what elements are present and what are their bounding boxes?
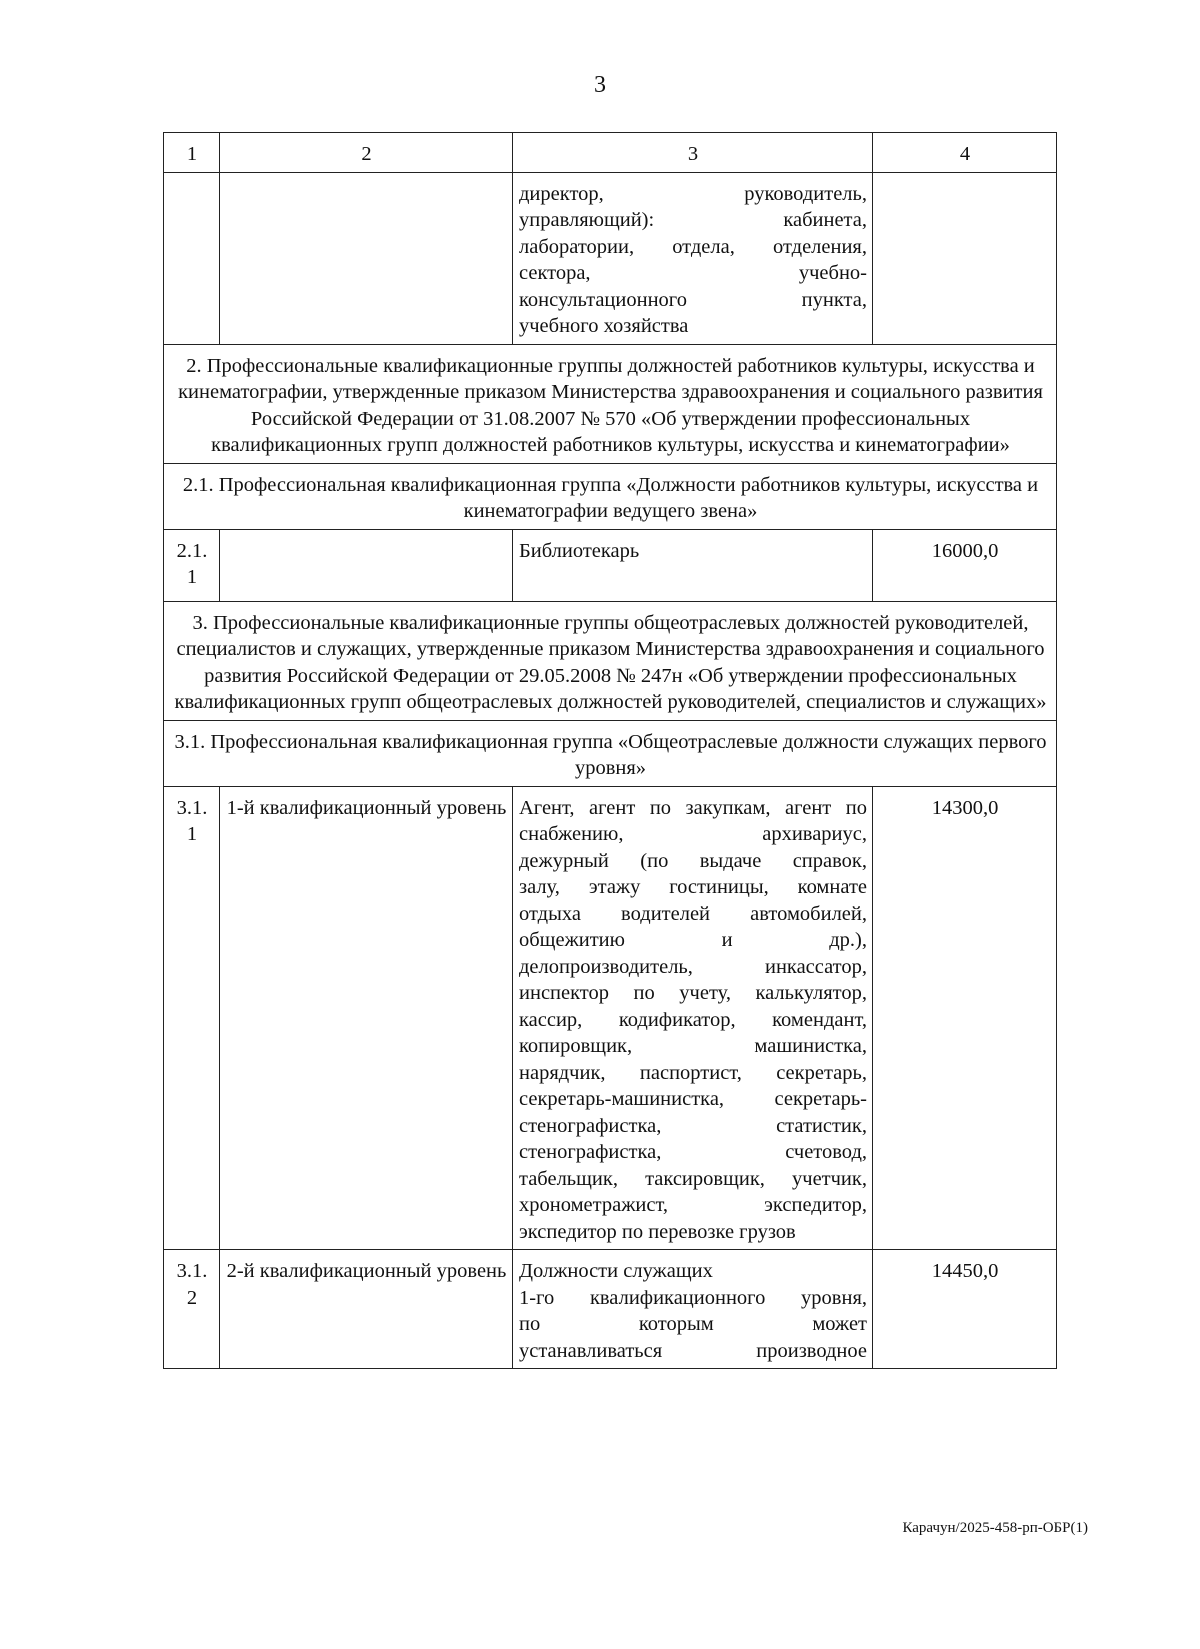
position-line: стенографистка, счетовод,: [519, 1141, 867, 1163]
table-row: [164, 786, 1057, 1250]
position-line: делопроизводитель, инкассатор,: [519, 955, 867, 978]
row-position-cell: [513, 1250, 873, 1369]
row-salary-cell: 16000,0: [873, 529, 1057, 601]
position-line: лаборатории, отдела, отделения,: [519, 235, 867, 258]
position-line: сектора, учебно-: [519, 262, 867, 284]
position-line: инспектор по учету, калькулятор,: [519, 982, 867, 1004]
section-2-1-heading: 2.1. Профессиональная квалификационная группа «Должности работников культуры, искусства и кинематографии ведущего звена»: [164, 463, 1057, 529]
page-number: 3: [594, 72, 606, 98]
position-line: дежурный (по выдаче справок,: [519, 849, 867, 872]
row-level-cell: [220, 172, 513, 344]
header-cell-1: 1: [164, 133, 220, 173]
section-heading-row: [164, 463, 1057, 529]
position-line: Должности служащих: [519, 1260, 713, 1282]
row-num-cell: 3.1. 2: [164, 1250, 220, 1369]
row-num-cell: [164, 172, 220, 344]
table-header-row: [164, 133, 1057, 173]
position-line: хронометражист, экспедитор,: [519, 1194, 867, 1216]
section-2-heading: 2. Профессиональные квалификационные группы должностей работников культуры, искусства и кинематографии, утвержденные приказом Министерства здравоохранения и социального развития Российской Федерации от 31.08.2007 № 570 «Об утверждении профессиональных квалификационных групп должностей работников культуры, искусства и кинематографии»: [164, 344, 1057, 463]
row-position-cell: Библиотекарь: [513, 529, 873, 601]
position-line: кассир, кодификатор, комендант,: [519, 1008, 867, 1031]
row-level-cell: 2-й квалификационный уровень: [220, 1250, 513, 1369]
section-heading-row: [164, 601, 1057, 720]
header-cell-3: 3: [513, 133, 873, 173]
position-line: отдыха водителей автомобилей,: [519, 902, 867, 925]
position-line: секретарь-машинистка, секретарь-: [519, 1088, 867, 1110]
row-level-cell: 1-й квалификационный уровень: [220, 786, 513, 1250]
row-position-cell: [513, 172, 873, 344]
row-level-cell: [220, 529, 513, 601]
position-line: директор, руководитель,: [519, 182, 867, 205]
position-line: экспедитор по перевозке грузов: [519, 1220, 796, 1243]
section-heading-row: [164, 720, 1057, 786]
row-salary-cell: 14300,0: [873, 786, 1057, 1250]
position-line: устанавливаться производное: [519, 1339, 867, 1362]
document-footer-code: Карачун/2025-458-рп-ОБР(1): [902, 1520, 1088, 1536]
position-line: табельщик, таксировщик, учетчик,: [519, 1167, 867, 1190]
section-3-1-heading: 3.1. Профессиональная квалификационная группа «Общеотраслевые должности служащих первого уровня»: [164, 720, 1057, 786]
table-row: [164, 1250, 1057, 1369]
position-line: учебного хозяйства: [519, 315, 689, 337]
table-row: [164, 529, 1057, 601]
position-line: консультационного пункта,: [519, 288, 867, 311]
row-salary-cell: [873, 172, 1057, 344]
table-row: [164, 172, 1057, 344]
positions-table: [163, 132, 1057, 1369]
section-3-heading: 3. Профессиональные квалификационные группы общеотраслевых должностей руководителей, специалистов и служащих, утвержденные приказом Министерства здравоохранения и социального развития Российской Федерации от 29.05.2008 № 247н «Об утверждении профессиональных квалификационных групп общеотраслевых должностей руководителей, специалистов и служащих»: [164, 601, 1057, 720]
position-line: снабжению, архивариус,: [519, 823, 867, 845]
position-line: 1-го квалификационного уровня,: [519, 1286, 867, 1309]
section-heading-row: [164, 344, 1057, 463]
position-line: копировщик, машинистка,: [519, 1035, 867, 1057]
row-salary-cell: 14450,0: [873, 1250, 1057, 1369]
position-line: нарядчик, паспортист, секретарь,: [519, 1061, 867, 1084]
row-num-cell: 2.1. 1: [164, 529, 220, 601]
position-line: общежитию и др.),: [519, 929, 867, 951]
header-cell-4: 4: [873, 133, 1057, 173]
position-line: управляющий): кабинета,: [519, 209, 867, 231]
position-line: по которым может: [519, 1313, 867, 1335]
position-line: стенографистка, статистик,: [519, 1114, 867, 1137]
header-cell-2: 2: [220, 133, 513, 173]
position-line: залу, этажу гостиницы, комнате: [519, 876, 867, 898]
position-line: Агент, агент по закупкам, агент по: [519, 796, 867, 819]
row-num-cell: 3.1. 1: [164, 786, 220, 1250]
row-position-cell: [513, 786, 873, 1250]
